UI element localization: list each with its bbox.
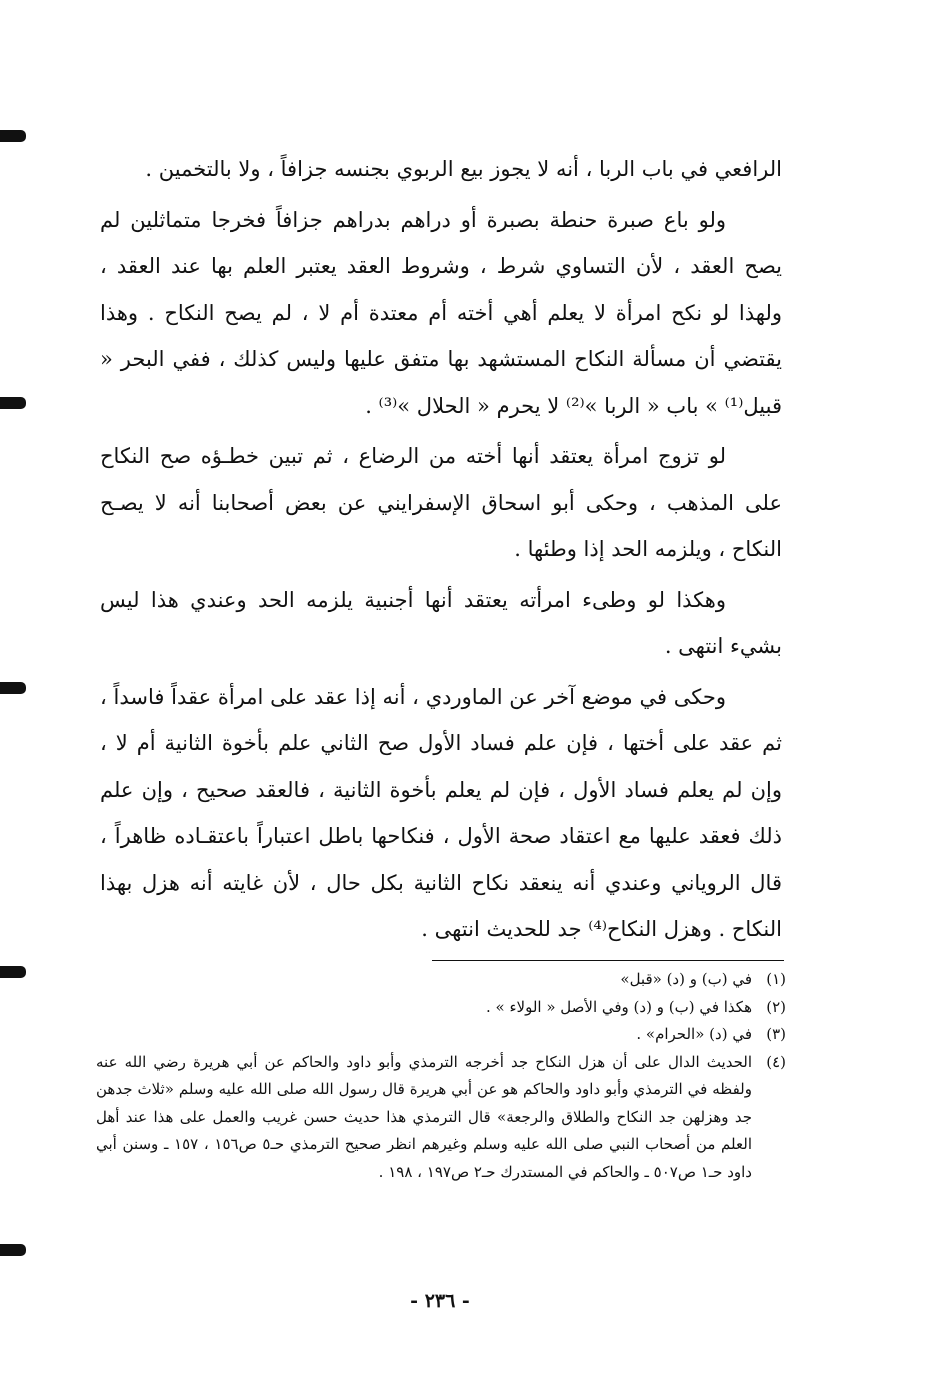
main-text	[100, 146, 782, 953]
paragraph: ولو باع صبرة حنطة بصبرة أو دراهم بدراهم جزافاً فخرجا متماثلين لم يصح العقد ، لأن التساوي شرط ، وشروط العقد يعتبر العلم بها عند العقد ، ولهذا لو نكح امرأة لا يعلم أهي أخته أم معتدة أم لا ، لم يصح النكاح . وهذا يقتضي أن مسألة النكاح المستشهد بها متفق عليها وليس كذلك ، ففي البحر « قبيل⁽¹⁾ » باب « الربا »⁽²⁾ لا يحرم « الحلال »⁽³⁾ .	[100, 207, 783, 418]
scan-edge-mark	[0, 130, 26, 142]
footnote-text: الحديث الدال على أن هزل النكاح جد أخرجه الترمذي وأبو داود والحاكم عن أبي هريرة رضي الله عنه ولفظه في الترمذي وأبو داود والحاكم هو عن أبي هريرة قال رسول الله صلى الله عليه وسلم «ثلاث جدهن جد وهزلهن جد النكاح والطلاق والرجعة» قال الترمذي هذا حديث حسن غريب والعمل على هذا عند أهل العلم من أصحاب النبي صلى الله عليه وسلم وغيرهم انظر صحيح الترمذي حـ٥ ص١٥٦ ، ١٥٧ ـ وسنن أبي داود حـ١ ص٥٠٧ ـ والحاكم في المستدرك حـ٢ ص١٩٧ ، ١٩٨ .	[96, 1052, 752, 1181]
page-number: - ٢٣٦ -	[410, 1290, 470, 1312]
footnote-number: (١)	[766, 970, 786, 988]
footnote-number: (٤)	[766, 1052, 786, 1071]
footnote-text: هكذا في (ب) و (د) وفي الأصل « الولاء » .	[486, 997, 752, 1016]
paragraph: وحكى في موضع آخر عن الماوردي ، أنه إذا عقد على امرأة عقداً فاسداً ، ثم عقد على أختها ، فإن علم فساد الأول صح الثاني علم بأخوة الثانية أم لا ، وإن لم يعلم فساد الأول ، فإن لم يعلم بأخوة الثانية ، فالعقد صحيح ، وإن علم ذلك فعقد عليها مع اعتقاد صحة الأول ، فنكاحها باطل اعتباراً باعتقـاده ظاهراً ، قال الروياني وعندي أنه ينعقد نكاح الثانية بكل حال ، لأن غايته أنه هزل بهذا النكاح . وهزل النكاح⁽⁴⁾ جد للحديث انتهى .	[100, 684, 782, 941]
footnote	[96, 1049, 786, 1187]
paragraph: وهكذا لو وطىء امرأته يعتقد أنها أجنبية يلزمه الحد وعندي هذا ليس بشيء انتهى .	[100, 587, 782, 658]
footnote-divider	[432, 960, 784, 961]
footnote	[96, 1021, 786, 1049]
footnote-text: في (د) «الحرام» .	[636, 1025, 752, 1043]
footnote	[96, 966, 786, 994]
scan-edge-mark	[0, 397, 26, 409]
footnote-text: في (ب) و (د) «قبل»	[620, 970, 752, 988]
footnote	[96, 994, 786, 1022]
scan-edge-mark	[0, 966, 26, 978]
scan-edge-mark	[0, 1244, 26, 1256]
footnotes	[96, 966, 786, 1186]
paragraph: الرافعي في باب الربا ، أنه لا يجوز بيع الربوي بجنسه جزافاً ، ولا بالتخمين .	[145, 157, 782, 181]
footnote-number: (٢)	[766, 997, 786, 1016]
paragraph: لو تزوج امرأة يعتقد أنها أخته من الرضاع ، ثم تبين خطـؤه صح النكاح على المذهب ، وحكى أبو اسحاق الإسفرايني عن بعض أصحابنا أنه لا يصـح النكاح ، ويلزمه الحد إذا وطئها .	[100, 444, 782, 561]
scan-edge-mark	[0, 682, 26, 694]
footnote-number: (٣)	[766, 1025, 786, 1043]
